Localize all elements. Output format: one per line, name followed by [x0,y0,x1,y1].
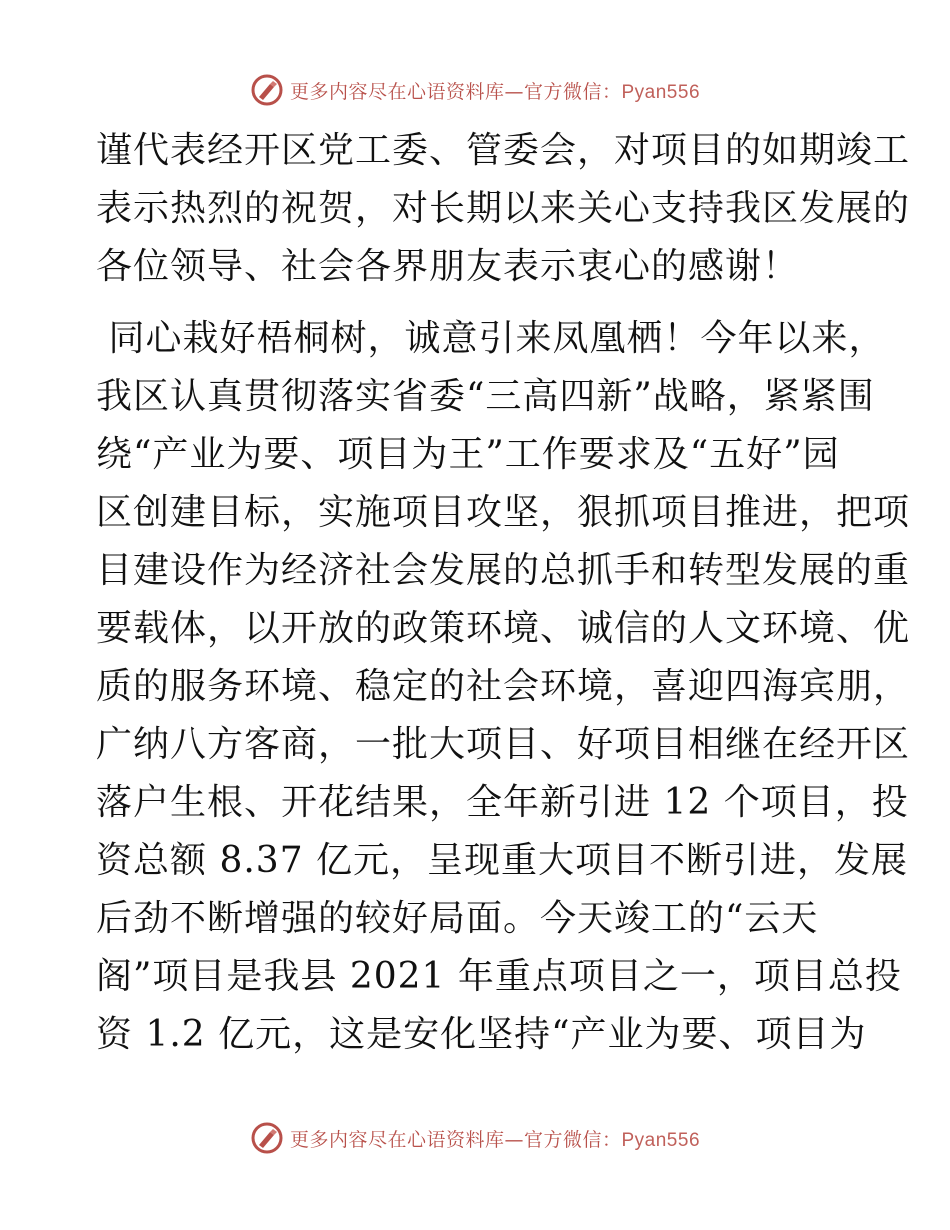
text-line: 同心栽好梧桐树，诚意引来凤凰栖！今年以来， [96,318,886,359]
text-line: 资 1.2 亿元，这是安化坚持“产业为要、项目为 [96,1014,867,1055]
text-line: 谨代表经开区党工委、管委会，对项目的如期竣工 [96,130,911,171]
text-line: 目建设作为经济社会发展的总抓手和转型发展的重 [96,550,911,591]
banner-text: 更多内容尽在心语资料库—官方微信：Pyan556 [289,80,701,103]
text-line: 各位领导、社会各界朋友表示衷心的感谢！ [96,246,800,287]
text-line: 落户生根、开花结果，全年新引进 12 个项目，投 [96,782,909,823]
text-line: 区创建目标，实施项目攻坚，狠抓项目推进，把项 [96,492,911,533]
footer-banner [0,1118,950,1158]
text-line: 表示热烈的祝贺，对长期以来关心支持我区发展的 [96,188,911,229]
paragraph-2 [96,310,911,1064]
pen-circle-icon [250,73,284,107]
text-line: 绕“产业为要、项目为王”工作要求及“五好”园 [96,434,840,475]
text-line: 质的服务环境、稳定的社会环境，喜迎四海宾朋， [96,666,911,707]
pen-circle-icon [250,1121,284,1155]
paragraph-1 [96,122,911,296]
text-line: 广纳八方客商，一批大项目、好项目相继在经开区 [96,724,911,765]
text-line: 我区认真贯彻落实省委“三高四新”战略，紧紧围 [96,376,875,417]
text-line: 后劲不断增强的较好局面。今天竣工的“云天 [96,898,819,939]
text-line: 阁”项目是我县 2021 年重点项目之一，项目总投 [96,956,902,997]
header-banner [0,70,950,110]
text-line: 要载体，以开放的政策环境、诚信的人文环境、优 [96,608,911,649]
banner-text: 更多内容尽在心语资料库—官方微信：Pyan556 [289,1128,701,1151]
text-line: 资总额 8.37 亿元，呈现重大项目不断引进，发展 [96,840,909,881]
document-body [96,122,911,1064]
